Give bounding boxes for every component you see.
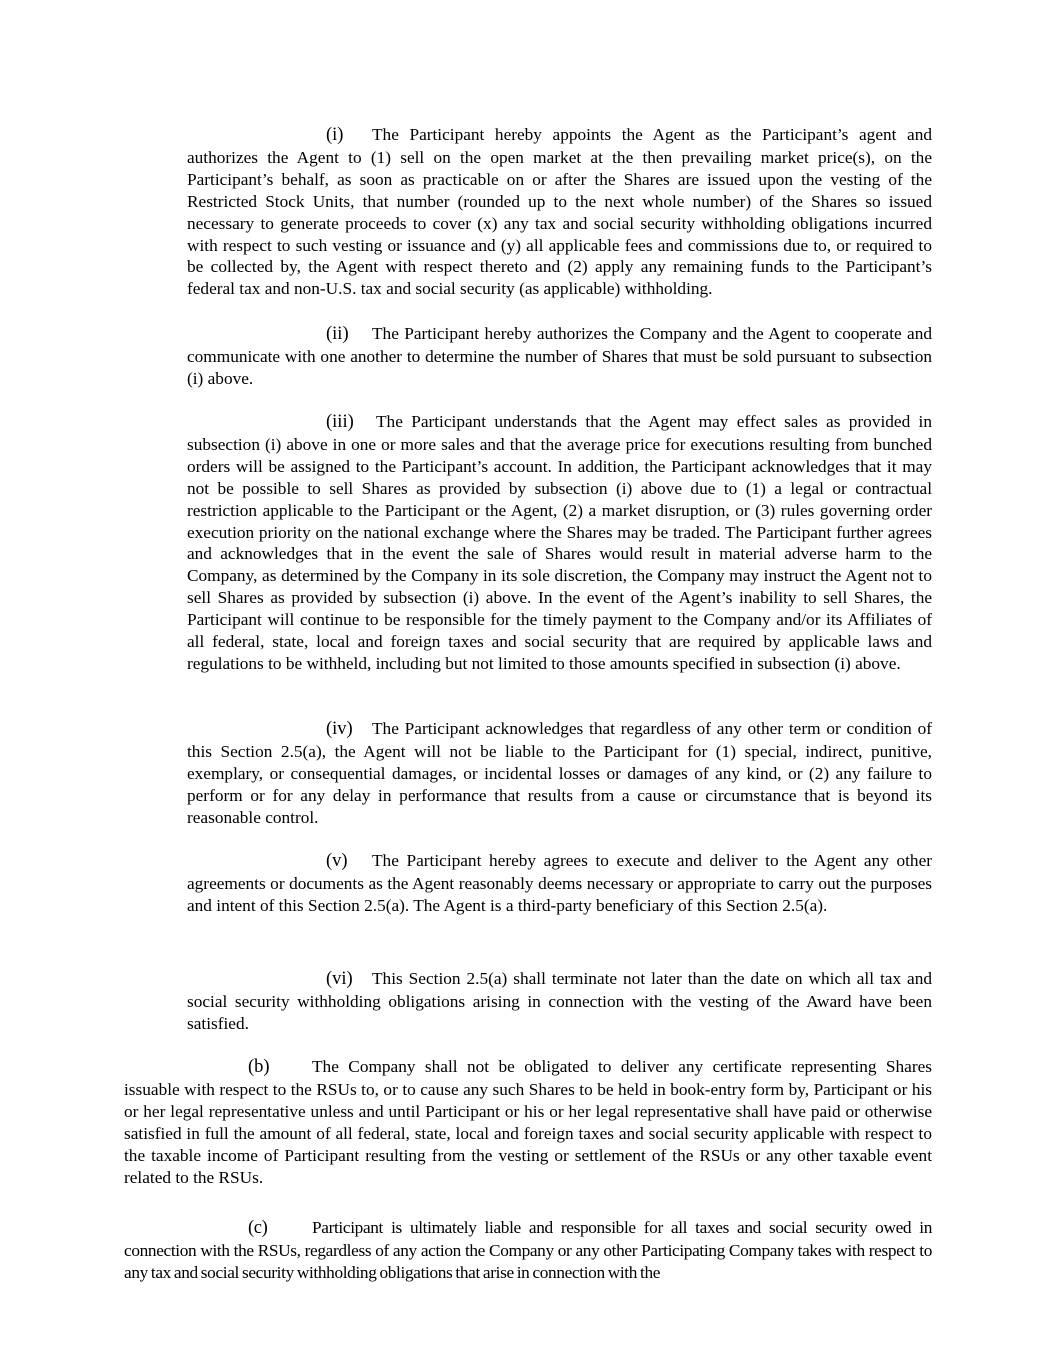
paragraph-v <box>187 850 932 917</box>
paragraph-b <box>124 1056 932 1188</box>
paragraph-text: The Participant hereby agrees to execute and deliver to the Agent any other agreements or documents as the Agent reasonably deems necessary or appropriate to carry out the purposes and intent of this Section 2.5(a). The Agent is a third-party beneficiary of this Section 2.5(a). <box>187 851 932 915</box>
paragraph-text: The Participant acknowledges that regardless of any other term or condition of this Section 2.5(a), the Agent will not be liable to the Participant for (1) special, indirect, punitive, exemplary, or consequential damages, or incidental losses or damages of any kind, or (2) any failure to perform or for any delay in performance that results from a cause or circumstance that is beyond its reasonable control. <box>187 719 932 827</box>
paragraph-i <box>187 124 932 300</box>
paragraph-text: The Participant understands that the Agent may effect sales as provided in subsection (i) above in one or more sales and that the average price for executions resulting from bunched orders will be assigned to the Participant’s account. In addition, the Participant acknowledges that it may not be possible to sell Shares as provided by subsection (i) above due to (1) a legal or contractual restriction applicable to the Participant or the Agent, (2) a market disruption, or (3) rules governing order execution priority on the national exchange where the Shares may be traded. The Participant further agrees and acknowledges that in the event the sale of Shares would result in material adverse harm to the Company, as determined by the Company in its sole discretion, the Company may instruct the Agent not to sell Shares as provided by subsection (i) above. In the event of the Agent’s inability to sell Shares, the Participant will continue to be responsible for the timely payment to the Company and/or its Affiliates of all federal, state, local and foreign taxes and social security that are required by applicable laws and regulations to be withheld, including but not limited to those amounts specified in subsection (i) above. <box>187 412 932 673</box>
paragraph-iv <box>187 718 932 829</box>
paragraph-text: Participant is ultimately liable and responsible for all taxes and social security owed in connection with the RSUs, regardless of any action the Company or any other Participating Company takes with respect to any tax and social security withholding obligations that arise in connection with the <box>124 1218 932 1282</box>
paragraph-label: (b) <box>248 1057 270 1077</box>
paragraph-label: (i) <box>326 125 344 145</box>
paragraph-label: (vi) <box>326 969 353 989</box>
paragraph-iii <box>187 411 932 675</box>
paragraph-text: This Section 2.5(a) shall terminate not later than the date on which all tax and social security withholding obligations arising in connection with the vesting of the Award have been satisfied. <box>187 969 932 1033</box>
paragraph-label: (v) <box>326 851 348 871</box>
paragraph-ii <box>187 323 932 390</box>
paragraph-text: The Company shall not be obligated to deliver any certificate representing Shares issuable with respect to the RSUs to, or to cause any such Shares to be held in book-entry form by, Participant or his or her legal representative unless and until Participant or his or her legal representative shall have paid or otherwise satisfied in full the amount of all federal, state, local and foreign taxes and social security applicable with respect to the taxable income of Participant resulting from the vesting or settlement of the RSUs or any other taxable event related to the RSUs. <box>124 1057 932 1187</box>
paragraph-label: (iii) <box>326 412 354 432</box>
paragraph-text: The Participant hereby authorizes the Company and the Agent to cooperate and communicate with one another to determine the number of Shares that must be sold pursuant to subsection (i) above. <box>187 324 932 388</box>
paragraph-text: The Participant hereby appoints the Agent as the Participant’s agent and authorizes the Agent to (1) sell on the open market at the then prevailing market price(s), on the Participant’s behalf, as soon as practicable on or after the Shares are issued upon the vesting of the Restricted Stock Units, that number (rounded up to the next whole number) of the Shares so issued necessary to generate proceeds to cover (x) any tax and social security withholding obligations incurred with respect to such vesting or issuance and (y) all applicable fees and commissions due to, or required to be collected by, the Agent with respect thereto and (2) apply any remaining funds to the Participant’s federal tax and non-U.S. tax and social security (as applicable) withholding. <box>187 125 932 299</box>
paragraph-label: (ii) <box>326 324 349 344</box>
paragraph-label: (c) <box>248 1218 268 1238</box>
paragraph-label: (iv) <box>326 719 353 739</box>
paragraph-vi <box>187 968 932 1035</box>
paragraph-c <box>124 1217 932 1284</box>
